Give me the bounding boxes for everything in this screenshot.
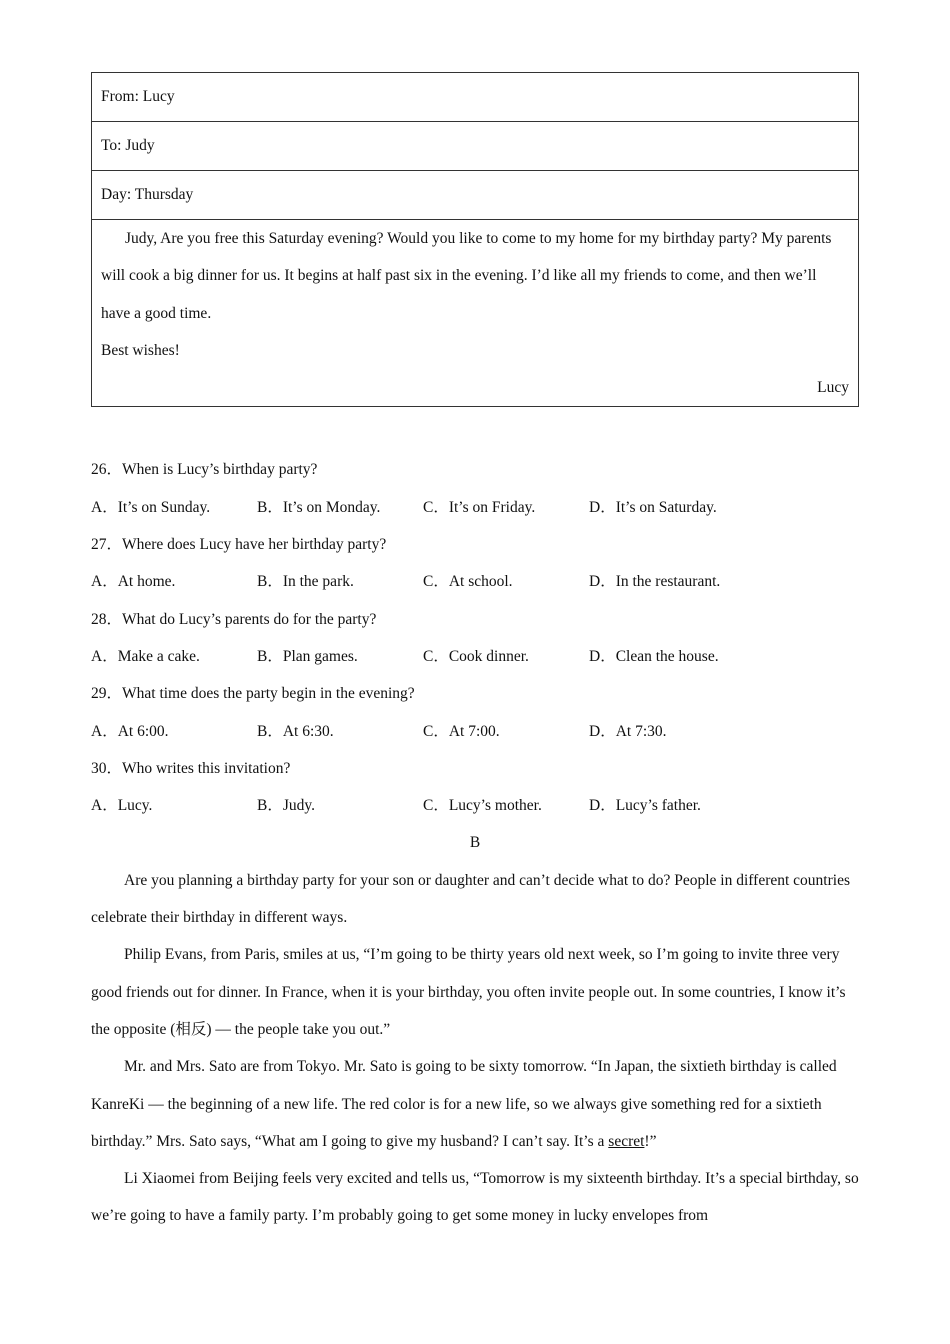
passage-paragraph-4: Li Xiaomei from Beijing feels very excited and tells us, “Tomorrow is my sixteenth birthday. It’s a special birthday, so we’re going to have a family party. I’m probably going to get some money in lucky envelopes from [91, 1170, 859, 1225]
option-a: A．At home. [91, 573, 176, 591]
question-27 [91, 526, 859, 601]
passage-paragraph-1: Are you planning a birthday party for your son or daughter and can’t decide what to do? People in different countries celebrate their birthday in different ways. [91, 871, 850, 927]
question-30 [91, 750, 859, 825]
memo-day: Day: Thursday [92, 171, 859, 220]
memo-from: From: Lucy [92, 73, 859, 122]
question-stem: 27．Where does Lucy have her birthday party? [91, 536, 387, 554]
option-c: C．At school. [423, 573, 513, 591]
memo-body-text: Judy, Are you free this Saturday evening? Would you like to come to my home for my birthday party? My parents will cook a big dinner for us. It begins at half past six in the evening. I’d like all my friends to come, and then we’ll have a good time. [101, 230, 832, 322]
passage-paragraph-3 [91, 1048, 859, 1160]
exam-page [91, 72, 859, 1235]
option-b: B．In the park. [257, 573, 354, 591]
option-b: B．At 6:30. [257, 722, 334, 740]
option-c: C．At 7:00. [423, 722, 500, 740]
paragraph-3-end: !” [644, 1132, 657, 1150]
option-d: D．Lucy’s father. [589, 797, 701, 815]
option-c: C．It’s on Friday. [423, 498, 536, 516]
question-29 [91, 675, 859, 750]
question-stem: 26．When is Lucy’s birthday party? [91, 461, 318, 479]
option-b: B．Plan games. [257, 647, 358, 665]
option-a: A．At 6:00. [91, 722, 169, 740]
memo-to: To: Judy [92, 122, 859, 171]
option-c: C．Cook dinner. [423, 647, 529, 665]
memo-body-cell [92, 220, 859, 407]
option-a: A．It’s on Sunday. [91, 498, 211, 516]
question-28 [91, 601, 859, 676]
memo-closing: Best wishes! [101, 341, 180, 359]
option-b: B．It’s on Monday. [257, 498, 381, 516]
passage-paragraph-2: Philip Evans, from Paris, smiles at us, “I’m going to be thirty years old next week, so I’m going to invite three very good friends out for dinner. In France, when it is your birthday, you often invite people out. In some countries, I know it’s the opposite (相反) — the people take you out.” [91, 946, 846, 1038]
paragraph-3-text: Mr. and Mrs. Sato are from Tokyo. Mr. Sato is going to be sixty tomorrow. “In Japan, the sixtieth birthday is called KanreKi — the beginning of a new life. The red color is for a new life, so we always give something red for a sixtieth birthday.” Mrs. Sato says, “What am I going to give my husband? I can’t say. It’s a [91, 1058, 837, 1150]
option-d: D．In the restaurant. [589, 573, 721, 591]
underlined-word-secret: secret [608, 1132, 645, 1150]
section-b-label: B [469, 834, 481, 852]
option-d: D．Clean the house. [589, 647, 719, 665]
question-stem: 30．Who writes this invitation? [91, 759, 291, 777]
option-b: B．Judy. [257, 797, 315, 815]
option-c: C．Lucy’s mother. [423, 797, 542, 815]
option-d: D．It’s on Saturday. [589, 498, 717, 516]
question-list [91, 451, 859, 824]
section-b-passage [91, 862, 859, 1235]
invitation-memo [91, 72, 859, 407]
question-26 [91, 451, 859, 526]
question-stem: 28．What do Lucy’s parents do for the party? [91, 610, 377, 628]
option-d: D．At 7:30. [589, 722, 667, 740]
option-a: A．Make a cake. [91, 647, 200, 665]
memo-signature: Lucy [817, 379, 849, 397]
option-a: A．Lucy. [91, 797, 153, 815]
question-stem: 29．What time does the party begin in the evening? [91, 685, 415, 703]
